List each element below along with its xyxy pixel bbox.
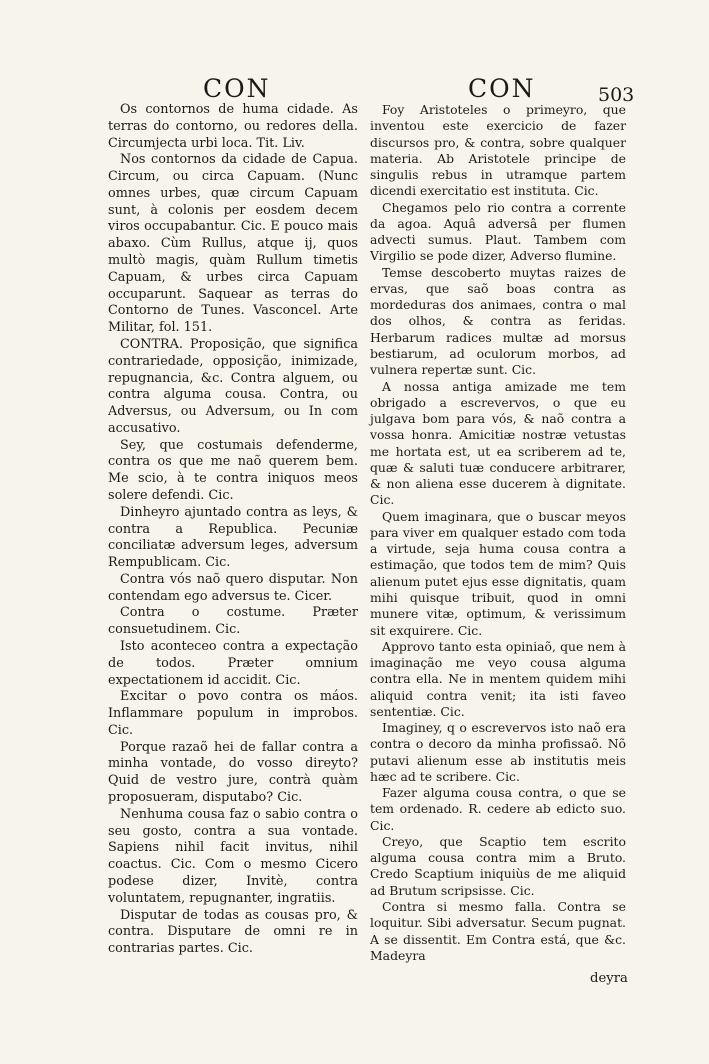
entry: Temse descoberto muytas raizes de ervas, que saõ boas contra as mordeduras dos animaes, contra o mal dos olhos, & contra as feridas. Herbarum radices multæ ad morsus bestiarum, ad oculorum morbos, ad vulnera repertæ sunt. Cic. — [370, 264, 626, 378]
right-running-head: CON — [468, 74, 536, 103]
entry: Os contornos de huma cidade. As terras do contorno, ou redores della. Circumjecta urbi loca. Tit. Liv. — [108, 102, 358, 151]
entry: Contra vós naõ quero disputar. Non contendam ego adversus te. Cicer. — [108, 571, 358, 604]
entry: Approvo tanto esta opiniaõ, que nem à imaginação me veyo cousa alguma contra ella. Ne in mentem quidem mihi aliquid contra venit; ita isti faveo sententiæ. Cic. — [370, 638, 626, 719]
entry: A nossa antiga amizade me tem obrigado a escrevervos, o que eu julgava bom para vós, & naõ contra a vossa honra. Amicitiæ nostræ vetustas me hortata est, ut ea scriberem ad te, quæ & saluti tuæ conducere arbitrarer, & non aliena esse ducerem à dignitate. Cic. — [370, 378, 626, 508]
entry: Quem imaginara, que o buscar meyos para viver em qualquer estado com toda a virtude, seja huma cousa contra a estimação, que todos tem de mim? Quis alienum putet ejus esse dignitatis, quam mihi quisque tribuit, quod in omni munere vitæ, optimum, & verissimum sit exquirere. Cic. — [370, 508, 626, 638]
entry: Disputar de todas as cousas pro, & contra. Disputare de omni re in contrarias partes. Cic. — [108, 907, 358, 957]
entry: Excitar o povo contra os máos. Inflammare populum in improbos. Cic. — [108, 689, 358, 738]
entry: Creyo, que Scaptio tem escrito alguma cousa contra mim a Bruto. Credo Scaptium iniquiùs de me aliquid ad Brutum scripsisse. Cic. — [370, 833, 626, 898]
entry: Nenhuma cousa faz o sabio contra o seu gosto, contra a sua vontade. Sapiens nihil facit invitus, nihil coactus. Cic. Com o mesmo Cicero podese dizer, Invitè, contra voluntatem, repugnanter, ingratiis. — [108, 806, 358, 906]
entry: Imaginey, q o escrevervos isto naõ era contra o decoro da minha profissaõ. Nõ putavi alienum esse ab institutis meis hæc ad te scribere. Cic. — [370, 720, 626, 784]
entry: Contra si mesmo falla. Contra se loquitur. Sibi adversatur. Secum pugnat. A se dissentit. Em Contra está, que &c. Madeyra — [370, 899, 626, 963]
entry: Nos contornos da cidade de Capua. Circum, ou circa Capuam. (Nunc omnes urbes, quæ circum Capuam sunt, à colonis per eosdem decem viros occupabantur. Cic. E pouco mais abaxo. Cùm Rullus, atque ij, quos multò magis, quàm Rullum timetis Capuam, & urbes circa Capuam occuparunt. Saquear as terras do Contorno de Tunes. Vasconcel. Arte Militar, fol. 151. — [108, 152, 358, 336]
catchword: deyra — [590, 971, 628, 986]
entry: Chegamos pelo rio contra a corrente da agoa. Aquâ adversâ per flumen advecti sumus. Plaut. Tambem com Virgilio se pode dizer, Adverso flumine. — [370, 199, 626, 264]
right-column — [370, 102, 626, 964]
page-number: 503 — [598, 84, 635, 106]
entry: Contra o costume. Præter consuetudinem. Cic. — [108, 605, 358, 638]
entry: CONTRA. Proposição, que significa contrariedade, opposição, inimizade, repugnancia, &c. Contra alguem, ou contra alguma cousa. Contra, ou Adversus, ou Adversum, ou In com accusativo. — [108, 336, 358, 436]
entry: Dinheyro ajuntado contra as leys, & contra a Republica. Pecuniæ conciliatæ adversum leges, adversum Rempublicam. Cic. — [108, 504, 358, 571]
entry: Isto aconteceo contra a expectação de todos. Præter omnium expectationem id accidit. Cic. — [108, 639, 358, 688]
entry: Fazer alguma cousa contra, o que se tem ordenado. R. cedere ab edicto suo. Cic. — [370, 785, 626, 833]
entry: Foy Aristoteles o primeyro, que inventou este exercicio de fazer discursos pro, & contra, sobre qualquer materia. Ab Aristotele principe de singulis rebus in utramque partem dicendi exercitatio est instituta. Cic. — [370, 102, 626, 199]
left-running-head: CON — [203, 74, 271, 103]
left-column — [108, 102, 358, 958]
entry: Porque razaõ hei de fallar contra a minha vontade, do vosso direyto? Quid de vestro jure, contrà quàm proposueram, disputabo? Cic. — [108, 739, 358, 806]
entry: Sey, que costumais defenderme, contra os que me naõ querem bem. Me scio, à te contra iniquos meos solere defendi. Cic. — [108, 437, 358, 503]
